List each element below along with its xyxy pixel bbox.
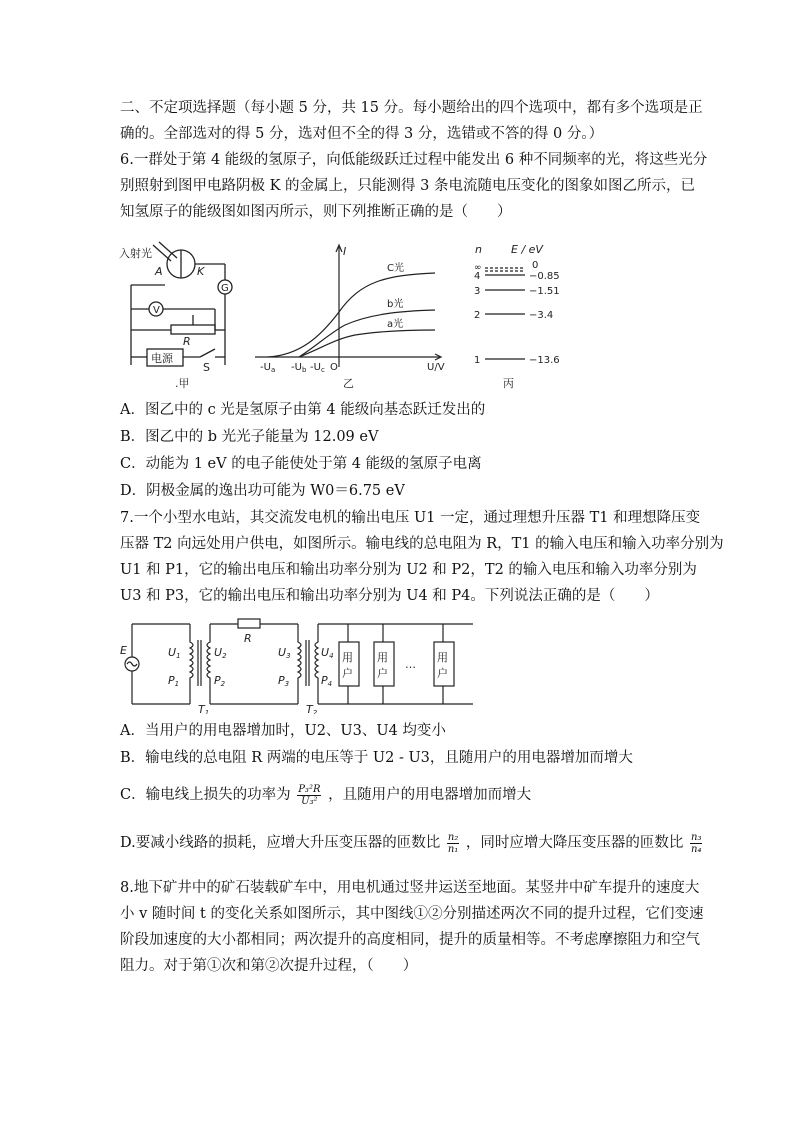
svg-text:R: R — [183, 335, 191, 348]
svg-text:A: A — [155, 265, 163, 278]
energy-level-diagram — [474, 243, 560, 390]
svg-text:R: R — [244, 632, 252, 645]
svg-text:U3: U3 — [278, 646, 291, 660]
q7-stem-line-3: U1 和 P1，它的输出电压和输出功率分别为 U2 和 P2，T2 的输入电压和输入功率分别为 — [120, 562, 697, 578]
svg-text:用: 用 — [377, 651, 388, 664]
svg-text:电源: 电源 — [151, 352, 173, 365]
svg-text:−3.4: −3.4 — [529, 310, 554, 321]
q7-option-c: C．输电线上损失的功率为 $\frac{\text{P₃²R}}{\text{U₃²}}$ ，且随用户的用电器增加而增大 — [120, 783, 532, 807]
svg-text:…: … — [405, 658, 416, 671]
incident-light-label: 入射光 — [119, 247, 152, 260]
svg-text:O: O — [330, 362, 338, 373]
svg-text:P3: P3 — [278, 674, 290, 688]
svg-text:3: 3 — [474, 286, 481, 297]
svg-text:户: 户 — [437, 667, 448, 680]
power-loss-fraction: $\frac{\text{P₃²R}}{\text{U₃²}}$ — [298, 783, 321, 807]
t2-secondary-coil — [315, 624, 318, 704]
svg-text:∞: ∞ — [474, 263, 482, 273]
q8-stem-line-1: 8.地下矿井中的矿石装载矿车中，用电机通过竖井运送至地面。某竖井中矿车提升的速度大 — [120, 880, 700, 896]
svg-text:K: K — [197, 265, 205, 278]
switch — [200, 349, 215, 357]
svg-text:−0.85: −0.85 — [529, 271, 560, 282]
svg-text:乙: 乙 — [343, 377, 354, 390]
svg-text:C光: C光 — [387, 263, 404, 274]
section-header-line-1: 二、不定项选择题（每小题 5 分，共 15 分。每小题给出的四个选项中，都有多个选项是正 — [120, 100, 703, 116]
q6-option-c: C．动能为 1 eV 的电子能使处于第 4 能级的氢原子电离 — [120, 456, 482, 472]
q8-stem-line-2: 小 v 随时间 t 的变化关系如图所示，其中图线①②分别描述两次不同的提升过程，它们变速 — [120, 906, 704, 922]
rheostat — [171, 325, 215, 334]
q8-stem-line-3: 阶段加速度的大小都相同；两次提升的高度相同，提升的质量相等。不考虑摩擦阻力和空气 — [120, 932, 700, 948]
svg-text:P4: P4 — [321, 674, 333, 688]
svg-text:-Ub: $-U_b$ — [291, 362, 307, 374]
svg-text:用: 用 — [342, 651, 353, 664]
svg-text:−1.51: −1.51 — [529, 286, 560, 297]
svg-text:E: E — [120, 644, 127, 657]
q7-option-d: D.要减小线路的损耗，应增大升压变压器的匝数比 $\frac{\text{n₂}}{\text{n₁}}$ ，同时应增大降压变压器的匝数比 $\frac{\text{n₃}}{\text{n₄}}$ — [120, 831, 702, 855]
q7-stem-line-2: 压器 T2 向远处用户供电，如图所示。输电线的总电阻为 R，T1 的输入电压和输入功率分别为 — [120, 536, 724, 552]
step-down-ratio-fraction: $\frac{\text{n₃}}{\text{n₄}}$ — [691, 831, 702, 855]
svg-text:U2: U2 — [214, 646, 227, 660]
svg-text:户: 户 — [377, 667, 388, 680]
svg-text:T1: T1 — [198, 703, 210, 714]
q7-option-a: A．当用户的用电器增加时，U2、U3、U4 均变小 — [120, 723, 446, 739]
svg-text:U1: U1 — [168, 646, 181, 660]
svg-text:P1: P1 — [168, 674, 180, 688]
photoelectric-circuit-diagram — [119, 242, 232, 390]
svg-text:丙: 丙 — [503, 377, 514, 390]
svg-text:G: G — [221, 283, 229, 294]
q7-stem-line-1: 7.一个小型水电站，其交流发电机的输出电压 U1 一定，通过理想升压器 T1 和理想降压变 — [120, 510, 701, 526]
svg-text:4: 4 — [474, 271, 481, 282]
svg-text:1: 1 — [474, 355, 481, 366]
svg-text:0: 0 — [532, 260, 539, 271]
svg-text:T2: T2 — [306, 703, 318, 714]
t1-primary-coil — [190, 624, 193, 704]
svg-text:P2: P2 — [214, 674, 226, 688]
svg-text:-Ua: $-U_a$ — [260, 362, 276, 374]
q7-transmission-circuit — [118, 614, 478, 714]
t2-primary-coil — [298, 624, 301, 704]
q7-stem-line-4: U3 和 P3，它的输出电压和输出功率分别为 U4 和 P4。下列说法正确的是（ ） — [120, 588, 659, 604]
svg-text:-Uc: $-U_c$ — [310, 362, 325, 374]
current-voltage-graph — [255, 245, 445, 390]
curve-c — [268, 273, 435, 357]
q6-stem-line-3: 知氢原子的能级图如图丙所示，则下列推断正确的是（ ） — [120, 204, 512, 220]
q6-option-a: A．图乙中的 c 光是氢原子由第 4 能级向基态跃迁发出的 — [120, 402, 486, 418]
svg-text:E / eV: E / eV — [511, 243, 543, 256]
svg-text:V: V — [153, 305, 160, 316]
svg-text:S: S — [203, 361, 210, 374]
light-arrow — [159, 242, 177, 258]
q7-option-b: B．输电线的总电阻 R 两端的电压等于 U2 - U3，且随用户的用电器增加而增大 — [120, 750, 633, 766]
q6-stem-line-1: 6.一群处于第 4 能级的氢原子，向低能级跃迁过程中能发出 6 种不同频率的光，将这些光分 — [120, 152, 708, 168]
svg-text:U/V: U/V — [427, 362, 445, 373]
q6-option-b: B．图乙中的 b 光光子能量为 12.09 eV — [120, 429, 379, 445]
q6-option-d: D．阴极金属的逸出功可能为 W0＝6.75 eV — [120, 483, 405, 499]
svg-text:U4: U4 — [321, 646, 334, 660]
svg-text:−13.6: −13.6 — [529, 355, 560, 366]
svg-text:2: 2 — [474, 310, 481, 321]
q8-stem-line-4: 阻力。对于第①次和第②次提升过程，（ ） — [120, 958, 418, 974]
step-up-ratio-fraction: $\frac{\text{n₂}}{\text{n₁}}$ — [447, 831, 459, 855]
svg-text:户: 户 — [342, 667, 353, 680]
line-resistor — [238, 619, 260, 628]
section-header-line-2: 确的。全部选对的得 5 分，选对但不全的得 3 分，选错或不答的得 0 分。） — [120, 126, 604, 142]
svg-text:a光: a光 — [387, 319, 404, 330]
svg-text:I: I — [343, 245, 347, 258]
t1-secondary-coil — [207, 624, 210, 704]
svg-text:b光: b光 — [387, 299, 404, 310]
svg-text:用: 用 — [437, 651, 448, 664]
svg-text:n: n — [475, 243, 482, 256]
q6-stem-line-2: 别照射到图甲电路阴极 K 的金属上，只能测得 3 条电流随电压变化的图象如图乙所示，已 — [120, 178, 695, 194]
svg-text:.甲: .甲 — [175, 377, 190, 390]
q6-figure — [115, 237, 575, 392]
